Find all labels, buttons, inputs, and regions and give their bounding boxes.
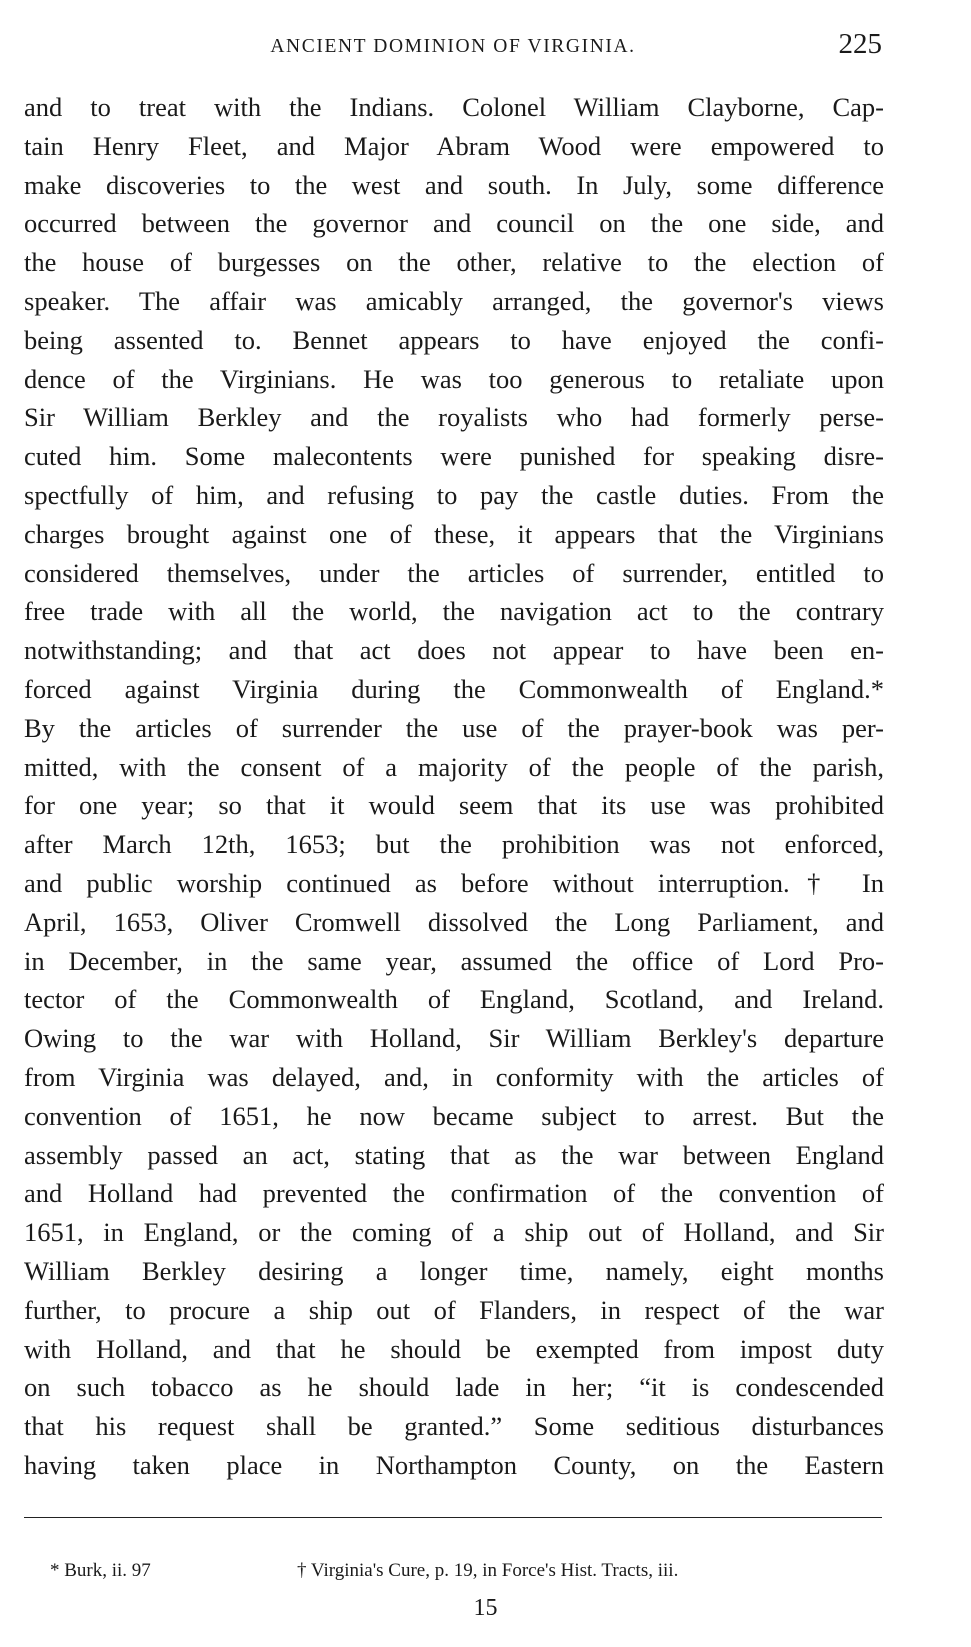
text-line: the house of burgesses on the other, relative to the election of <box>24 247 884 278</box>
text-line: April, 1653, Oliver Cromwell dissolved the Long Parliament, and <box>24 906 884 937</box>
text-line: cuted him. Some malecontents were punished for speaking disre- <box>24 441 884 472</box>
text-line: assembly passed an act, stating that as the war between England <box>24 1139 884 1170</box>
text-line: being assented to. Bennet appears to have enjoyed the confi- <box>24 324 884 355</box>
text-line: on such tobacco as he should lade in her; “it is condescended <box>24 1372 884 1403</box>
page-number: 225 <box>838 28 882 60</box>
text-line: occurred between the governor and council on the one side, and <box>24 208 884 239</box>
text-line: notwithstanding; and that act does not appear to have been en- <box>24 635 884 666</box>
text-line: Owing to the war with Holland, Sir William Berkley's departure <box>24 1023 884 1054</box>
text-line: tain Henry Fleet, and Major Abram Wood were empowered to <box>24 130 884 161</box>
running-head <box>24 28 882 64</box>
footnote-1: * Burk, ii. 97 <box>50 1560 151 1581</box>
text-line: make discoveries to the west and south. In July, some difference <box>24 169 884 200</box>
text-line: having taken place in Northampton County, on the Eastern <box>24 1449 884 1480</box>
text-line: further, to procure a ship out of Flanders, in respect of the war <box>24 1294 884 1325</box>
text-line: after March 12th, 1653; but the prohibition was not enforced, <box>24 829 884 860</box>
signature-mark: 15 <box>473 1595 498 1621</box>
text-line: dence of the Virginians. He was too generous to retaliate upon <box>24 363 884 394</box>
text-line: 1651, in England, or the coming of a ship out of Holland, and Sir <box>24 1217 884 1248</box>
text-line: convention of 1651, he now became subject to arrest. But the <box>24 1100 884 1131</box>
text-line: that his request shall be granted.” Some seditious disturbances <box>24 1411 884 1442</box>
running-title: ANCIENT DOMINION OF VIRGINIA. <box>270 36 636 57</box>
text-line: tector of the Commonwealth of England, Scotland, and Ireland. <box>24 984 884 1015</box>
text-line: speaker. The affair was amicably arranged, the governor's views <box>24 285 884 316</box>
text-line: Sir William Berkley and the royalists who had formerly perse- <box>24 402 884 433</box>
text-line: spectfully of him, and refusing to pay the castle duties. From the <box>24 479 884 510</box>
text-line: charges brought against one of these, it appears that the Virginians <box>24 518 884 549</box>
text-line: and public worship continued as before without interruption.† In <box>24 867 884 898</box>
footnotes <box>50 1560 880 1590</box>
text-line: in December, in the same year, assumed the office of Lord Pro- <box>24 945 884 976</box>
text-line: forced against Virginia during the Commonwealth of England.* <box>24 673 884 704</box>
text-line: and Holland had prevented the confirmation of the convention of <box>24 1178 884 1209</box>
text-line: By the articles of surrender the use of the prayer-book was per- <box>24 712 884 743</box>
footnote-rule <box>24 1517 882 1518</box>
body-text <box>24 88 884 1485</box>
text-line: free trade with all the world, the navigation act to the contrary <box>24 596 884 627</box>
footnote-2: † Virginia's Cure, p. 19, in Force's Hist. Tracts, iii. <box>297 1560 679 1581</box>
text-line: from Virginia was delayed, and, in conformity with the articles of <box>24 1061 884 1092</box>
text-line: William Berkley desiring a longer time, namely, eight months <box>24 1255 884 1286</box>
text-line: for one year; so that it would seem that its use was prohibited <box>24 790 884 821</box>
text-line: and to treat with the Indians. Colonel William Clayborne, Cap- <box>24 92 884 122</box>
text-line: with Holland, and that he should be exempted from impost duty <box>24 1333 884 1364</box>
text-line: mitted, with the consent of a majority of the people of the parish, <box>24 751 884 782</box>
text-line: considered themselves, under the articles of surrender, entitled to <box>24 557 884 588</box>
